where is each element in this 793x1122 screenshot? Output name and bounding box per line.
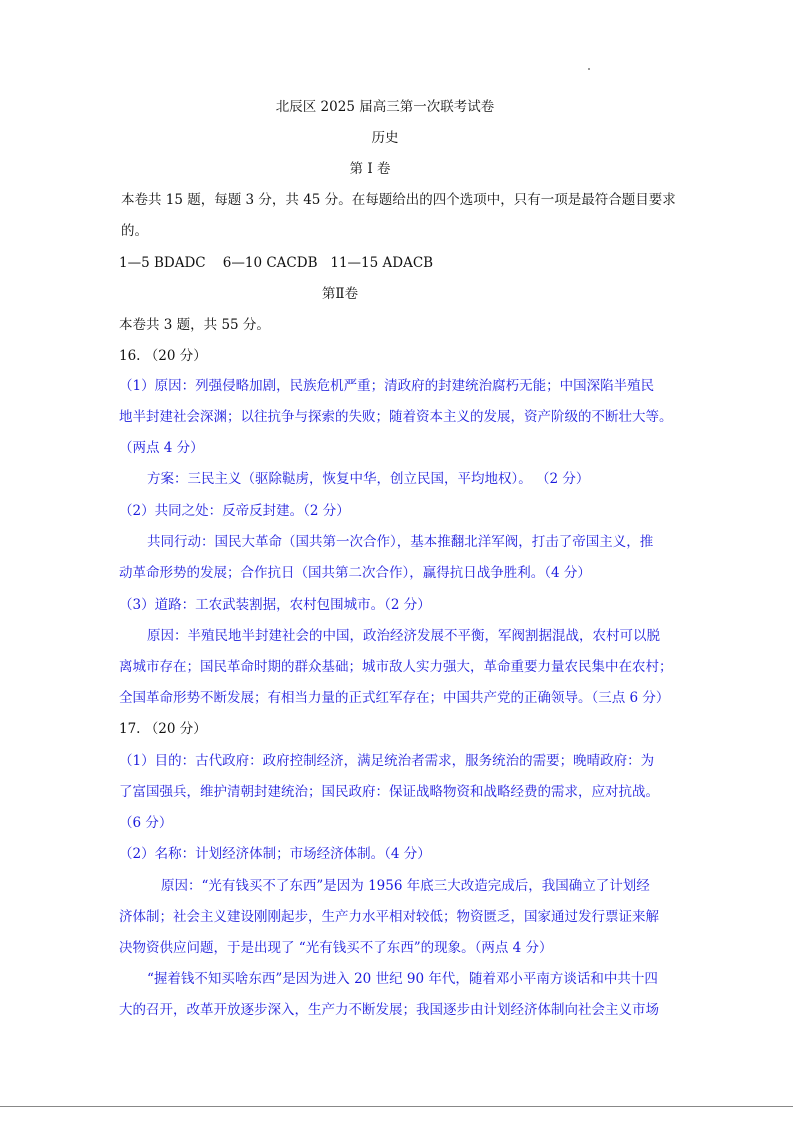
- part2-title: 第Ⅱ卷: [321, 286, 359, 302]
- part2-instruction: 本卷共 3 题，共 55 分。: [119, 317, 270, 333]
- q17-answer-line: 济体制；社会主义建设刚刚起步，生产力水平相对较低；物资匮乏，国家通过发行票证来解: [119, 909, 659, 925]
- q16-answer-line: 离城市存在；国民革命时期的群众基础；城市敌人实力强大，革命重要力量农民集中在农村；: [119, 659, 673, 675]
- q17-answer-line: （6 分）: [119, 815, 173, 831]
- q16-answer-line: （两点 4 分）: [119, 440, 204, 456]
- q16-answer-line: 原因：半殖民地半封建社会的中国，政治经济发展不平衡，军阀割据混战，农村可以脱: [147, 628, 660, 644]
- q17-answer-line: 了富国强兵，维护清朝封建统治；国民政府：保证战略物资和战略经费的需求，应对抗战。: [119, 784, 659, 800]
- q17-answer-line: （1）目的：古代政府：政府控制经济，满足统治者需求，服务统治的需要；晚晴政府：为: [119, 753, 655, 769]
- page-bottom-rule: [0, 1106, 793, 1107]
- exam-title: 北辰区 2025 届高三第一次联考试卷: [275, 99, 495, 115]
- part1-title: 第 I 卷: [349, 161, 391, 177]
- q17-answer-line: 决物资供应问题，于是出现了 “光有钱买不了东西”的现象。（两点 4 分）: [119, 940, 553, 956]
- q16-heading: 16. （20 分）: [119, 348, 207, 364]
- q17-answer-line: 原因：“光有钱买不了东西”是因为 1956 年底三大改造完成后，我国确立了计划经: [161, 878, 650, 894]
- subject-title: 历史: [371, 130, 399, 146]
- q16-answer-line: （1）原因：列强侵略加剧，民族危机严重；清政府的封建统治腐朽无能；中国深陷半殖民: [119, 378, 655, 394]
- q16-answer-line: 动革命形势的发展；合作抗日（国共第二次合作），赢得抗日战争胜利。（4 分）: [119, 565, 591, 581]
- q17-heading: 17. （20 分）: [119, 721, 207, 737]
- q16-answer-line: 全国革命形势不断发展；有相当力量的正式红军存在；中国共产党的正确领导。（三点 6 分）: [119, 690, 670, 706]
- q17-answer-line: （2）名称：计划经济体制；市场经济体制。（4 分）: [119, 846, 431, 862]
- part1-instruction: 本卷共 15 题，每题 3 分，共 45 分。在每题给出的四个选项中，只有一项是最符合题目要求: [121, 192, 676, 208]
- choice-answers: 1—5 BDADC 6—10 CACDB 11—15 ADACB: [119, 255, 434, 271]
- q17-answer-line: 大的召开，改革开放逐步深入，生产力不断发展；我国逐步由计划经济体制向社会主义市场: [119, 1002, 659, 1018]
- q17-answer-line: “握着钱不知买啥东西”是因为进入 20 世纪 90 年代，随着邓小平南方谈话和中共十四: [147, 971, 658, 987]
- part1-instruction-cont: 的。: [121, 223, 148, 239]
- q16-answer-line: 地半封建社会深渊；以往抗争与探索的失败；随着资本主义的发展，资产阶级的不断壮大等。: [119, 409, 673, 425]
- q16-answer-line: （2）共同之处：反帝反封建。（2 分）: [119, 503, 350, 519]
- q16-answer-line: 方案：三民主义（驱除鞑虏，恢复中华，创立民国，平均地权）。 （2 分）: [147, 471, 590, 487]
- scan-speck: [588, 68, 590, 70]
- q16-answer-line: 共同行动：国民大革命（国共第一次合作），基本推翻北洋军阀，打击了帝国主义，推: [147, 534, 654, 550]
- q16-answer-line: （3）道路：工农武装割据，农村包围城市。（2 分）: [119, 597, 431, 613]
